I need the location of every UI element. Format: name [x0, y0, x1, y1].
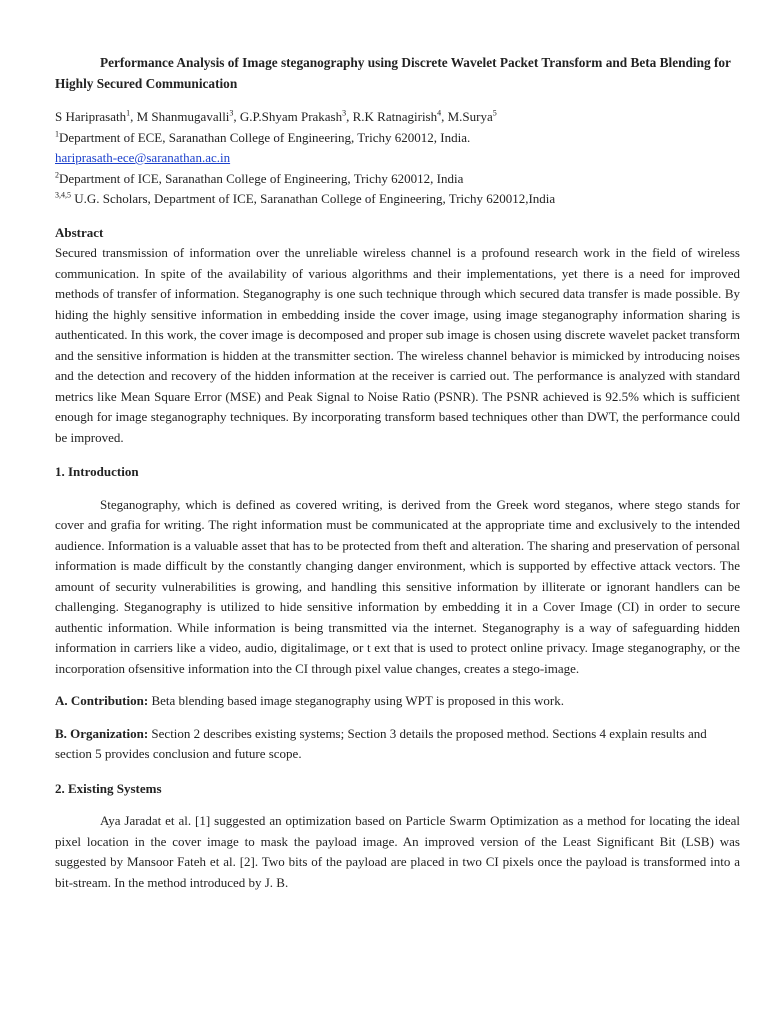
author-superscript: 1	[126, 108, 131, 118]
organization-text: Section 2 describes existing systems; Section 3 details the proposed method. Sections 4 explain results and section 5 provides conclusion and future scope.	[55, 725, 707, 761]
affiliation-superscript: 3,4,5	[55, 190, 71, 200]
contribution-label: A. Contribution:	[55, 693, 149, 708]
author-superscript: 4	[437, 108, 442, 118]
email-line	[55, 148, 740, 169]
affiliation-text: U.G. Scholars, Department of ICE, Saranathan College of Engineering, Trichy 620012,India	[71, 191, 556, 206]
author-name: S Hariprasath	[55, 109, 127, 124]
affiliation-superscript: 1	[55, 129, 59, 139]
affiliation-text: Department of ECE, Saranathan College of Engineering, Trichy 620012, India.	[59, 129, 471, 145]
abstract-heading: Abstract	[55, 224, 104, 240]
affiliation-2	[55, 169, 740, 190]
email-link[interactable]: haripras‌ath-ece@saranathan.ac.in	[55, 150, 231, 165]
paper-title: Performance Analysis of Image steganography using Discrete Wavelet Packet Transform and Beta Blending for Highly Secured Communication	[55, 55, 731, 91]
organization-paragraph	[55, 724, 740, 765]
affiliation-3	[55, 189, 740, 210]
author-name: M Shanmugavalli	[136, 109, 230, 124]
existing-systems-text: Aya Jaradat et al. [1] suggested an optimization based on Particle Swarm Optimization as a method for locating the ideal pixel location in the cover image to mask the payload image. An improved version of the Least Significant Bit (LSB) was suggested by Mansoor Fateh et al. [2]. Two bits of the payload are placed in two CI pixels once the payload is transformed into a bit-stream. In the method introduced by J. B.	[55, 813, 740, 890]
affiliation-1	[55, 128, 740, 149]
introduction-text: Steganography, which is defined as covered writing, is derived from the Greek word steganos, where stego stands for cover and grafia for writing. The right information must be communicated at the appropriate time and exclusively to the intended audience. Information is a valuable asset that has to be protected from theft and alteration. The sharing and preservation of personal information is made difficult by the constantly changing danger environment, which is supported by effective attack vectors. The amount of security vulnerabilities is growing, and handling this sensitive information by illiterate or ignorant handlers can be challenging. Steganography is utilized to hide sensitive information by embedding it in a Cover Image (CI) in order to secure authentic information. While information is being transmitted via the internet. Steganography is a way of safeguarding hidden information in carriers like a video, audio, digitalimage, or t ext that is used to protect online privacy. Image steganography, or the incorporation ofsensitive information into the CI through pixel value changes, creates a stego-image.	[55, 496, 740, 676]
author-name: G.P.Shyam Prakash	[239, 109, 343, 124]
organization-label: B. Organization:	[55, 725, 149, 741]
author-name: M.Surya	[447, 109, 493, 124]
existing-systems-heading: 2. Existing Systems	[55, 780, 162, 796]
contribution-text: Beta blending based image steganography using WPT is proposed in this work.	[148, 693, 565, 708]
author-list: S Hariprasath$^1$, M Shanmugavalli$^3$, G.P.Shyam Prakash$^3$, R.K Ratnagirish$^4$, M.Surya$^5$	[55, 108, 497, 124]
introduction-heading: 1. Introduction	[55, 464, 139, 479]
affiliation-text: Department of ICE, Saranathan College of Engineering, Trichy 620012, India	[59, 170, 464, 186]
author-superscript: 3	[342, 108, 347, 118]
author-superscript: 5	[492, 108, 497, 118]
author-name: R.K Ratnagirish	[352, 109, 438, 124]
contribution-paragraph	[55, 691, 740, 712]
affiliation-superscript: 2	[55, 170, 59, 180]
abstract-text: Secured transmission of information over the unreliable wireless channel is a profound research work in the field of wireless communication. In spite of the availability of various algorithms and their implementations, yet there is a need for improved methods of transfer of information. Steganography is one such technique through which secured data transfer is made possible. By hiding the highly sensitive information in embedding inside the cover image, using image steganography information sharing is authenticated. In this work, the cover image is decomposed and proper sub image is chosen using discrete wavelet packet transform and the sensitive information is hidden at the transmitter section. The wireless channel behavior is mimicked by introducing noises and the detection and recovery of the hidden information at the receiver is carried out. The performance is analyzed with standard metrics like Mean Square Error (MSE) and Peak Signal to Noise Ratio (PSNR). The PSNR achieved is 92.5% which is sufficient enough for image steganography techniques. By incorporating transform based techniques other than DWT, the performance could be improved.	[55, 245, 740, 445]
author-superscript: 3	[229, 108, 234, 118]
